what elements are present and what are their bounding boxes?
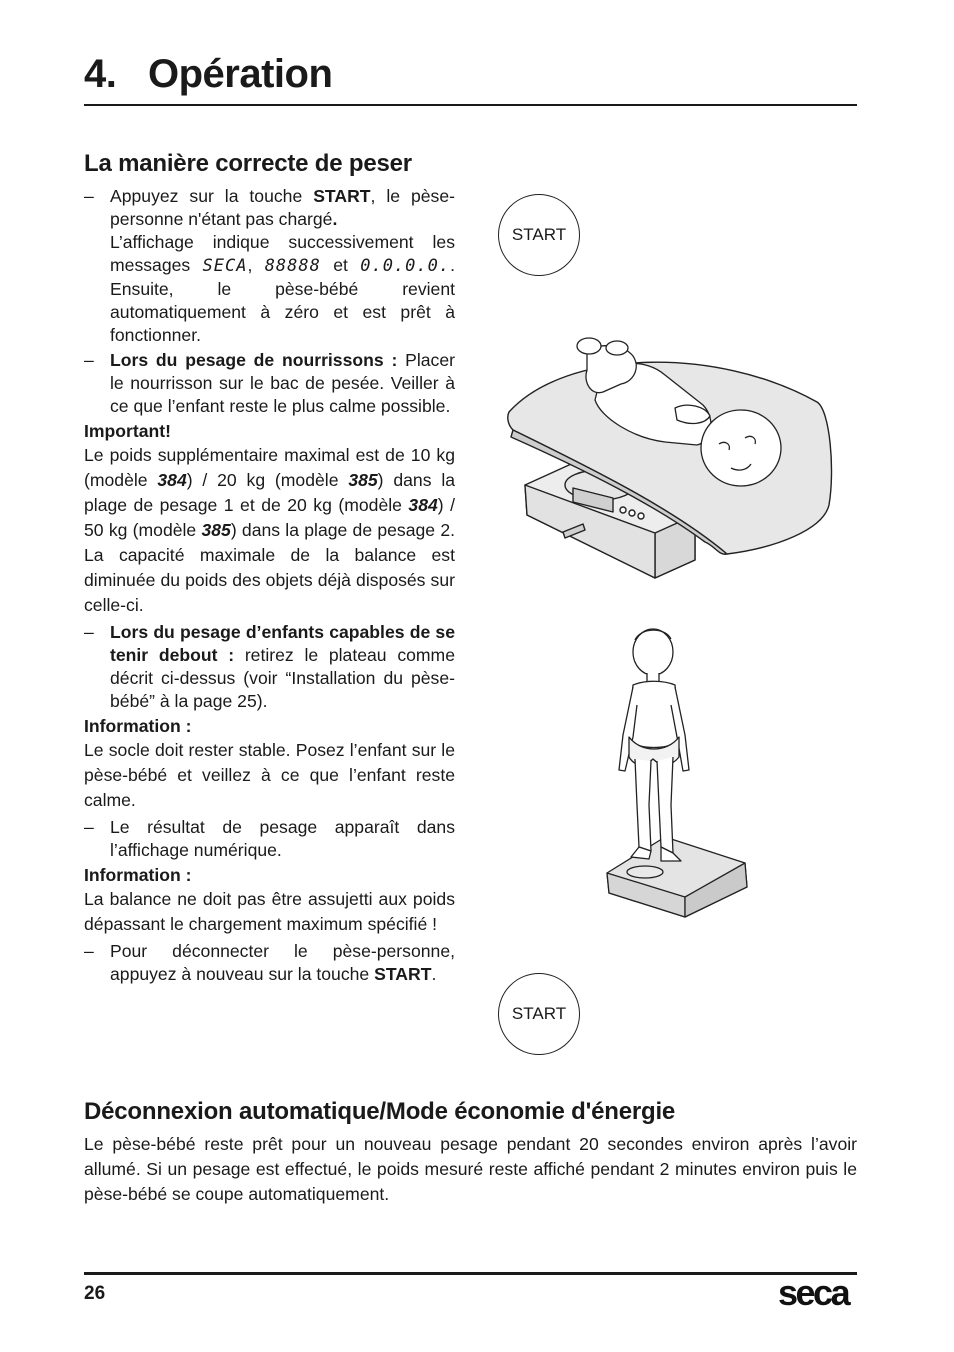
- chapter-title: [84, 52, 332, 97]
- page-number: 26: [84, 1283, 106, 1304]
- header-rule: [84, 104, 857, 106]
- standing-child-illustration: [605, 625, 750, 920]
- bullet-result: – Le résultat de pesage apparaît dans l’affichage numérique.: [84, 817, 455, 860]
- seca-logo-text: seca: [778, 1272, 849, 1313]
- bullet-standing-children: – Lors du pesage d’enfants capables de se tenir debout : retirez le plateau comme décrit ci-dessus (voir “Installation du pèse-bébé” à la page 25).: [84, 622, 455, 711]
- lcd-seca: SECA: [202, 256, 248, 276]
- footer-rule: [84, 1272, 857, 1275]
- important-text: Le poids supplémentaire maximal est de 10 kg (modèle 384) / 20 kg (modèle 385) dans la plage de pesage 1 et de 20 kg (modèle 384) / 50 kg (modèle 385) dans la plage de pesage 2. La capacité maximale de la balance est diminuée du poids des objets déjà disposés sur celle-ci.: [84, 445, 456, 615]
- section-heading-auto-off: Déconnexion automatique/Mode économie d'énergie: [84, 1098, 676, 1125]
- important-label: Important!: [84, 421, 171, 441]
- lcd-88888: 88888: [264, 256, 321, 276]
- information-text-2: La balance ne doit pas être assujetti aux poids dépassant le chargement maximum spécifié !: [84, 889, 455, 934]
- information-label-2: Information :: [84, 865, 192, 885]
- instructions-column: [84, 185, 455, 986]
- chapter-number: 4.: [84, 52, 117, 96]
- start-button-illustration: START: [498, 194, 580, 276]
- chapter-title-text: Opération: [148, 52, 333, 96]
- start-key-label: START: [313, 186, 371, 206]
- information-label: Information :: [84, 716, 192, 736]
- bullet-switch-off: – Pour déconnecter le pèse-personne, appuyez à nouveau sur la touche START.: [84, 941, 455, 984]
- bullet-infants: – Lors du pesage de nourrissons : Placer le nourrisson sur le bac de pesée. Veiller à ce que l’enfant reste le plus calme possible.: [84, 350, 455, 416]
- seca-logo: [778, 1271, 860, 1315]
- information-text: Le socle doit rester stable. Posez l’enfant sur le pèse-bébé et veillez à ce que l’enfant reste calme.: [84, 740, 455, 810]
- bullet-start: – Appuyez sur la touche START, le pèse-personne n'étant pas chargé. L’affichage indique successivement les messages SECA, 88888 et 0.0.0.0.. Ensuite, le pèse-bébé revient automatiquement à zéro et est prêt à fonctionner.: [84, 186, 455, 345]
- section-heading-weighing: La manière correcte de peser: [84, 150, 412, 177]
- start-button-illustration-2: START: [498, 973, 580, 1055]
- auto-off-text: Le pèse-bébé reste prêt pour un nouveau pesage pendant 20 secondes environ après l’avoir allumé. Si un pesage est effectué, le poids mesuré reste affiché pendant 2 minutes environ puis le pèse-bébé se coupe automatiquement.: [84, 1134, 857, 1204]
- lcd-zero: 0.0.0.0.: [360, 256, 451, 276]
- baby-scale-illustration: [505, 320, 840, 580]
